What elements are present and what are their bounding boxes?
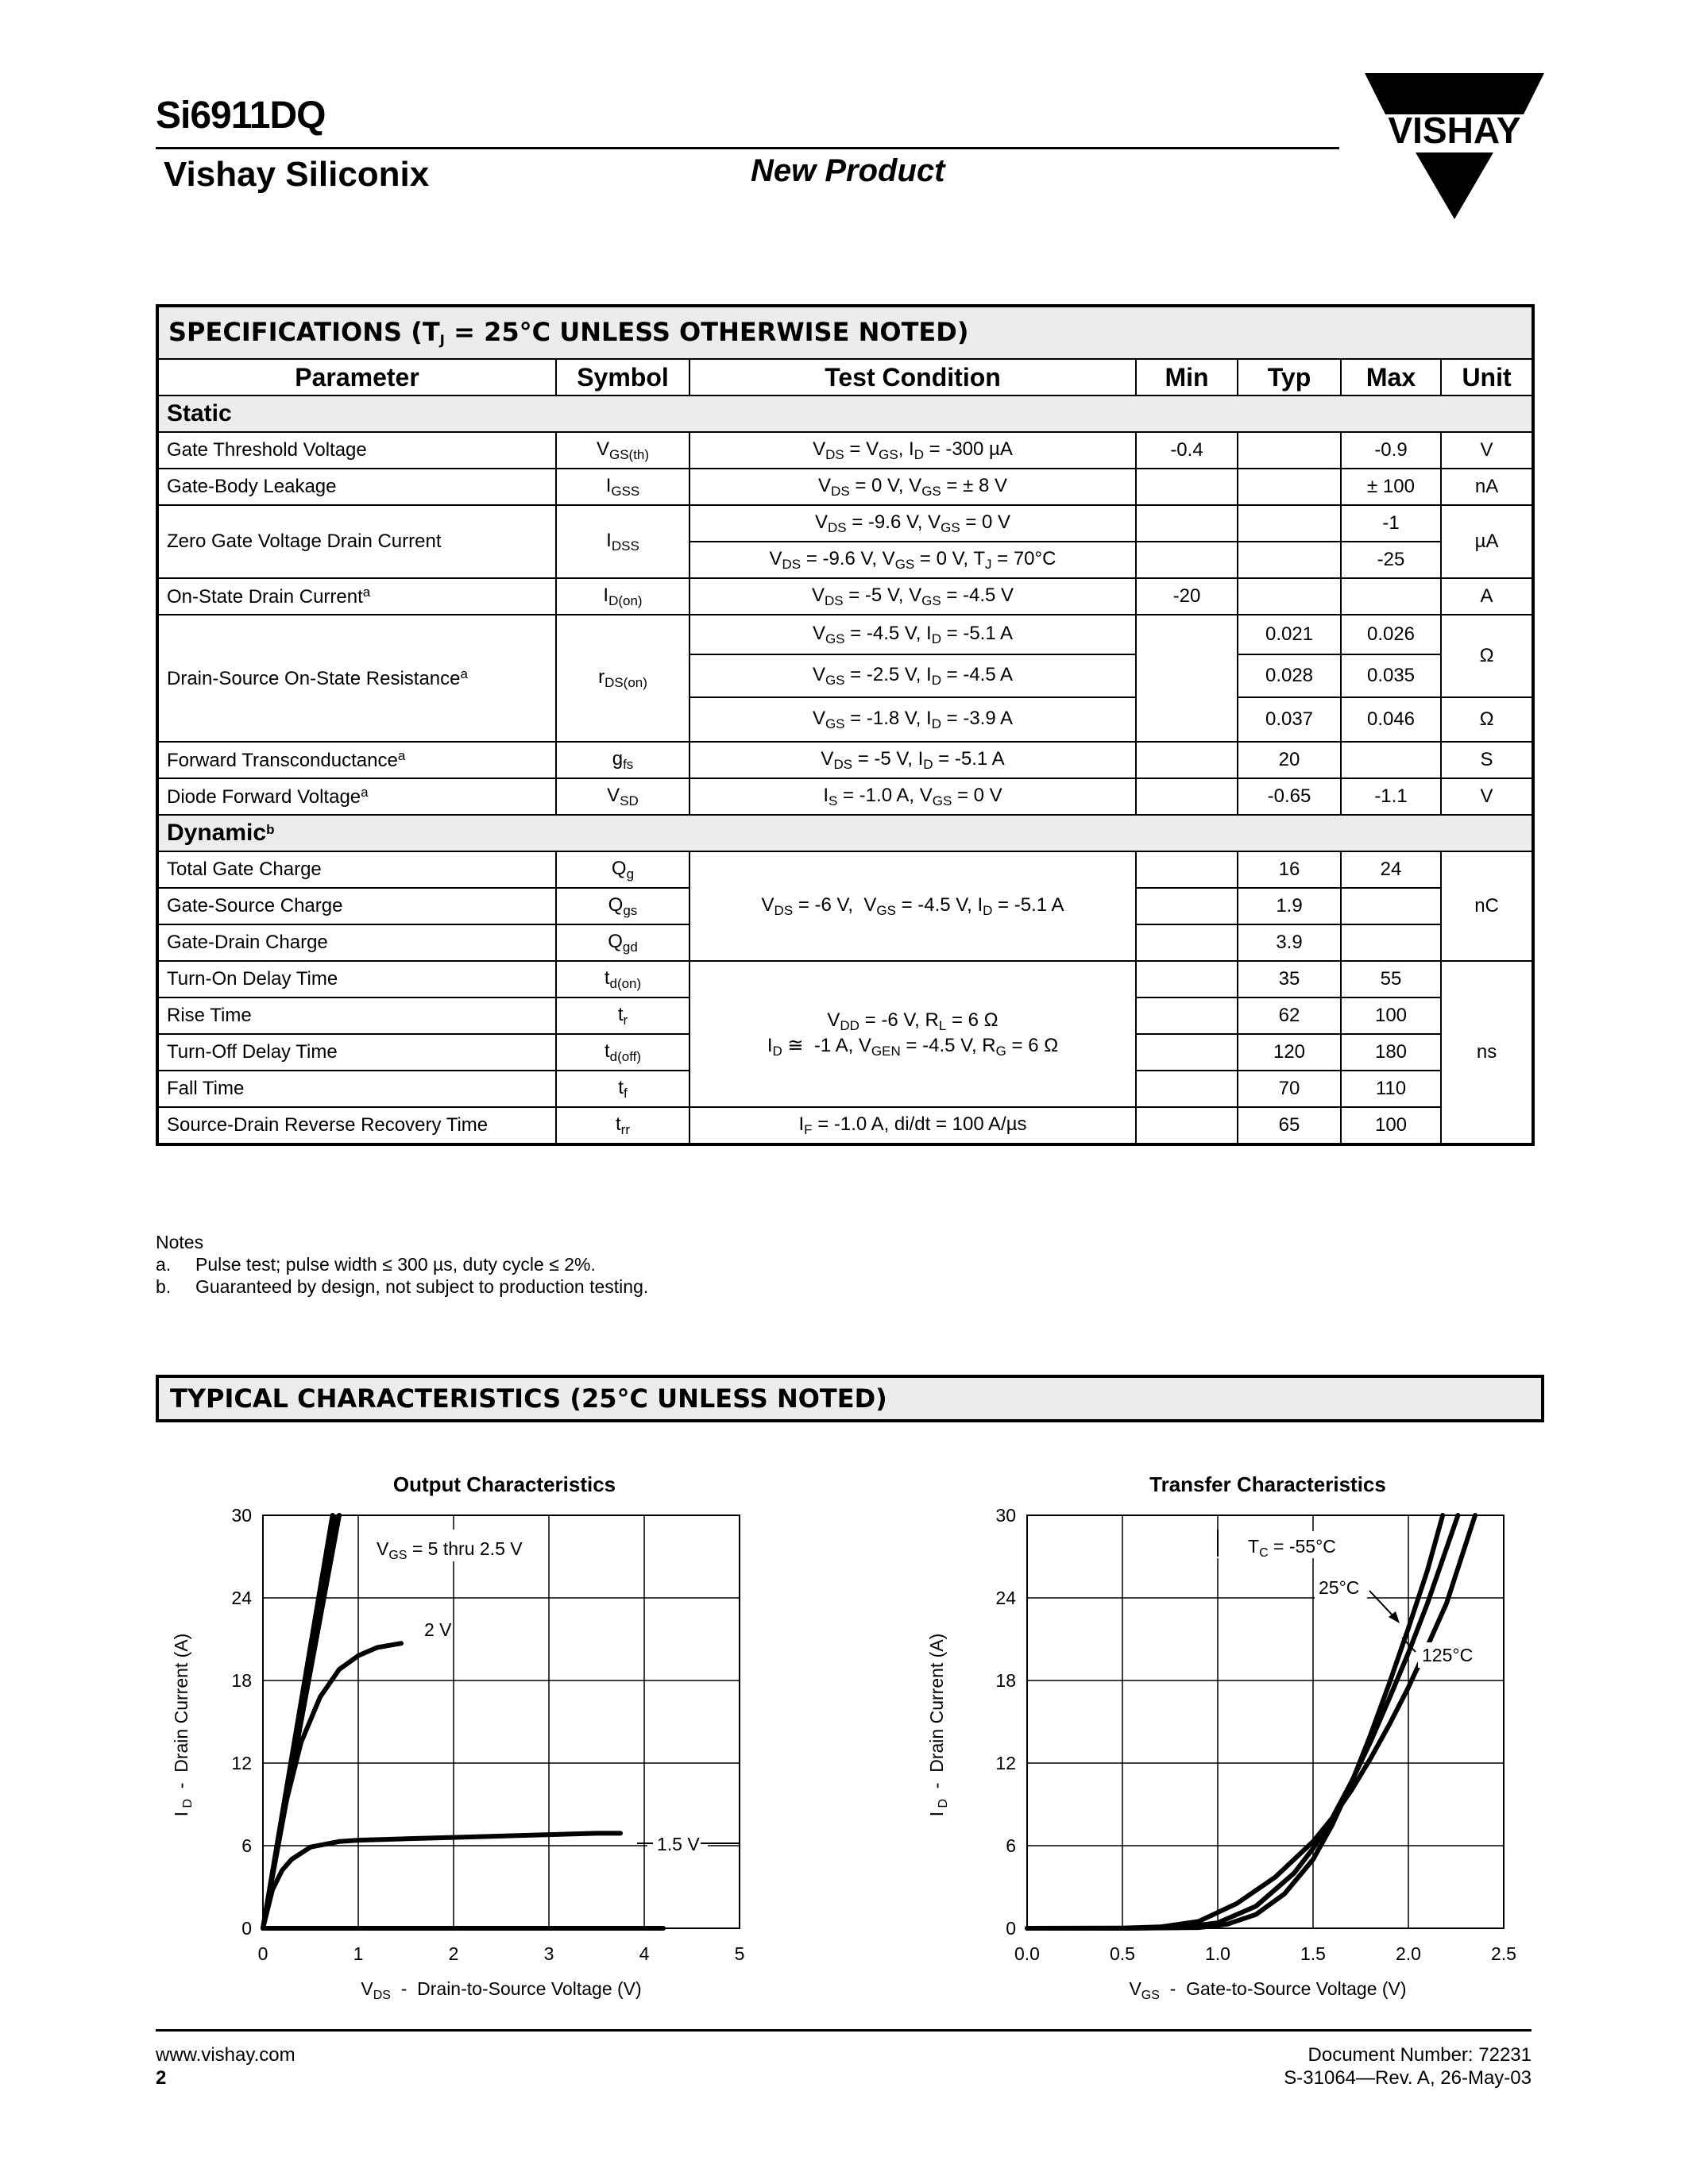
table-row: Drain-Source On-State Resistance$^a$ $r_{DS(on)}$ $V_{GS} = -4.5$ V, $I_D = -5.1$ A 0.021 0.026 Ω — [157, 615, 1533, 654]
x-tick-label: 2.5 — [1491, 1943, 1516, 1964]
table-row: Turn-Off Delay Time $t_{d(off)}$ 120 180 — [157, 1034, 1533, 1071]
table-row: Diode Forward Voltage$^a$ $V_{SD}$ $I_S = -1.0$ A, $V_{GS} = 0$ V -0.65 -1.1 V — [157, 778, 1533, 815]
table-row: Gate-Source Charge $Q_{gs}$ 1.9 — [157, 888, 1533, 924]
chart-grid — [263, 1515, 740, 1928]
table-row: Rise Time $t_r$ 62 100 — [157, 997, 1533, 1034]
plot-frame — [1027, 1515, 1504, 1928]
x-tick-label: 0.5 — [1110, 1943, 1135, 1964]
y-tick-label: 12 — [231, 1753, 252, 1773]
col-test-condition: Test Condition — [689, 359, 1136, 396]
chart-grid — [1027, 1515, 1504, 1928]
footer-website[interactable]: www.vishay.com — [156, 2044, 295, 2066]
annotation-vgs-5-thru-2-5: $V_{GS} = 5$ thru 2.5 V — [377, 1538, 523, 1562]
x-tick-label: 0 — [257, 1943, 268, 1964]
note-a: a. Pulse test; pulse width ≤ 300 µs, duty cycle ≤ 2%. — [156, 1254, 596, 1275]
table-row: On-State Drain Current$^a$ $I_{D(on)}$ $V_{DS} = -5$ V, $V_{GS} = -4.5$ V -20 A — [157, 578, 1533, 615]
x-tick-label: 5 — [734, 1943, 745, 1964]
company-name: Vishay Siliconix — [164, 155, 430, 194]
y-tick-label: 12 — [995, 1753, 1016, 1773]
y-tick-label: 0 — [241, 1918, 252, 1939]
typical-characteristics-title: TYPICAL CHARACTERISTICS (25°C UNLESS NOTED) — [156, 1375, 1544, 1422]
y-axis-label: I $_D$ - Drain Current (A) — [926, 1633, 950, 1817]
chart-title: Transfer Characteristics — [1149, 1472, 1386, 1496]
typical-characteristics-charts — [0, 1430, 1688, 2017]
annotation-125c: 125°C — [1422, 1645, 1474, 1665]
part-number: Si6911DQ — [156, 95, 326, 137]
table-row: Fall Time $t_f$ 70 110 — [157, 1071, 1533, 1107]
y-tick-label: 6 — [241, 1835, 252, 1856]
specifications-table — [156, 304, 1535, 1146]
annotation-tc-55: $T_C = -55^\circ C$ — [1248, 1536, 1336, 1560]
chart-title: Output Characteristics — [392, 1472, 616, 1496]
table-row: Forward Transconductance$^a$ $g_{fs}$ $V_{DS} = -5$ V, $I_D = -5.1$ A 20 S — [157, 742, 1533, 778]
col-unit: Unit — [1441, 359, 1533, 396]
note-b: b. Guaranteed by design, not subject to production testing. — [156, 1276, 649, 1297]
tick-labels — [231, 1505, 744, 1964]
chart-transfer-characteristics — [926, 1472, 1516, 2002]
col-typ: Typ — [1238, 359, 1341, 396]
table-row: Gate-Drain Charge $Q_{gd}$ 3.9 — [157, 924, 1533, 961]
table-row: Source-Drain Reverse Recovery Time $t_{rr}$ $I_F = -1.0$ A, di/dt = 100 A/µs 65 100 — [157, 1107, 1533, 1144]
series-line — [263, 1643, 401, 1928]
x-tick-label: 0.0 — [1014, 1943, 1040, 1964]
x-tick-label: 2 — [448, 1943, 459, 1964]
table-row: Gate Threshold Voltage $V_{GS(th)}$ $V_{DS} = V_{GS}$, $I_D = -300$ µA -0.4 -0.9 V — [157, 432, 1533, 469]
y-tick-label: 24 — [995, 1588, 1016, 1608]
table-row: Turn-On Delay Time $t_{d(on)}$ $V_{DD} = -6$ V, $R_L = 6$ Ω $I_D$ ≅ -1 A, $V_{GEN} = -4.5$ V, $R_G = 6$ Ω 35 55 ns — [157, 961, 1533, 997]
table-row: Zero Gate Voltage Drain Current $I_{DSS}$ $V_{DS} = -9.6$ V, $V_{GS} = 0$ V -1 µA — [157, 505, 1533, 542]
page-number: 2 — [156, 2067, 167, 2089]
x-tick-label: 1.0 — [1205, 1943, 1230, 1964]
table-row: $V_{DS} = -9.6$ V, $V_{GS} = 0$ V, $T_J = 70^\circ C$ -25 — [157, 542, 1533, 578]
y-tick-label: 30 — [231, 1505, 252, 1526]
group-static: Static — [157, 396, 1533, 432]
footer-rule — [156, 2029, 1532, 2032]
table-row: $V_{GS} = -2.5$ V, $I_D = -4.5$ A 0.028 0.035 — [157, 654, 1533, 697]
product-status: New Product — [751, 153, 945, 188]
revision: S-31064—Rev. A, 26-May-03 — [1284, 2067, 1532, 2089]
annotation-2v: 2 V — [424, 1619, 452, 1640]
y-axis-label: I $_D$ - Drain Current (A) — [171, 1633, 195, 1817]
annotation-1-5v: 1.5 V — [657, 1834, 700, 1854]
y-tick-label: 24 — [231, 1588, 252, 1608]
group-dynamic: Dynamic$^b$ — [157, 815, 1533, 851]
annotation-25c: 25°C — [1319, 1577, 1360, 1598]
y-tick-label: 18 — [231, 1670, 252, 1691]
vishay-logo — [1365, 73, 1544, 221]
table-row: Gate-Body Leakage $I_{GSS}$ $V_{DS} = 0$ V, $V_{GS}$ = ± 8 V ± 100 nA — [157, 469, 1533, 505]
table-row: $V_{GS} = -1.8$ V, $I_D = -3.9$ A 0.037 0.046 Ω — [157, 697, 1533, 742]
x-tick-label: 2.0 — [1396, 1943, 1421, 1964]
y-tick-label: 0 — [1006, 1918, 1016, 1939]
col-min: Min — [1136, 359, 1238, 396]
y-tick-label: 30 — [995, 1505, 1016, 1526]
header-rule — [156, 147, 1339, 149]
table-row: Total Gate Charge $Q_g$ $V_{DS} = -6$ V, $V_{GS} = -4.5$ V, $I_D = -5.1$ A 16 24 nC — [157, 851, 1533, 888]
x-tick-label: 4 — [639, 1943, 650, 1964]
x-axis-label: $V_{DS}$ - Drain-to-Source Voltage (V) — [361, 1978, 642, 2002]
x-tick-label: 1.5 — [1300, 1943, 1326, 1964]
notes-heading: Notes — [156, 1232, 204, 1252]
col-max: Max — [1341, 359, 1441, 396]
spec-table-title: SPECIFICATIONS ($T_J = 25^\circ C$ UNLESS OTHERWISE NOTED) — [157, 306, 1533, 359]
document-number: Document Number: 72231 — [1308, 2044, 1532, 2066]
y-tick-label: 6 — [1006, 1835, 1016, 1856]
series-line — [263, 1833, 620, 1928]
logo-text: VISHAY — [1388, 110, 1521, 151]
notes — [156, 1231, 648, 1298]
y-tick-label: 18 — [995, 1670, 1016, 1691]
col-symbol: Symbol — [556, 359, 689, 396]
plot-frame — [263, 1515, 740, 1928]
chart-output-characteristics — [171, 1472, 744, 2002]
spec-column-headers — [157, 359, 1533, 396]
x-tick-label: 1 — [353, 1943, 364, 1964]
x-axis-label: $V_{GS}$ - Gate-to-Source Voltage (V) — [1129, 1978, 1407, 2002]
col-parameter: Parameter — [157, 359, 556, 396]
series-lines — [263, 1515, 663, 1928]
x-tick-label: 3 — [543, 1943, 554, 1964]
